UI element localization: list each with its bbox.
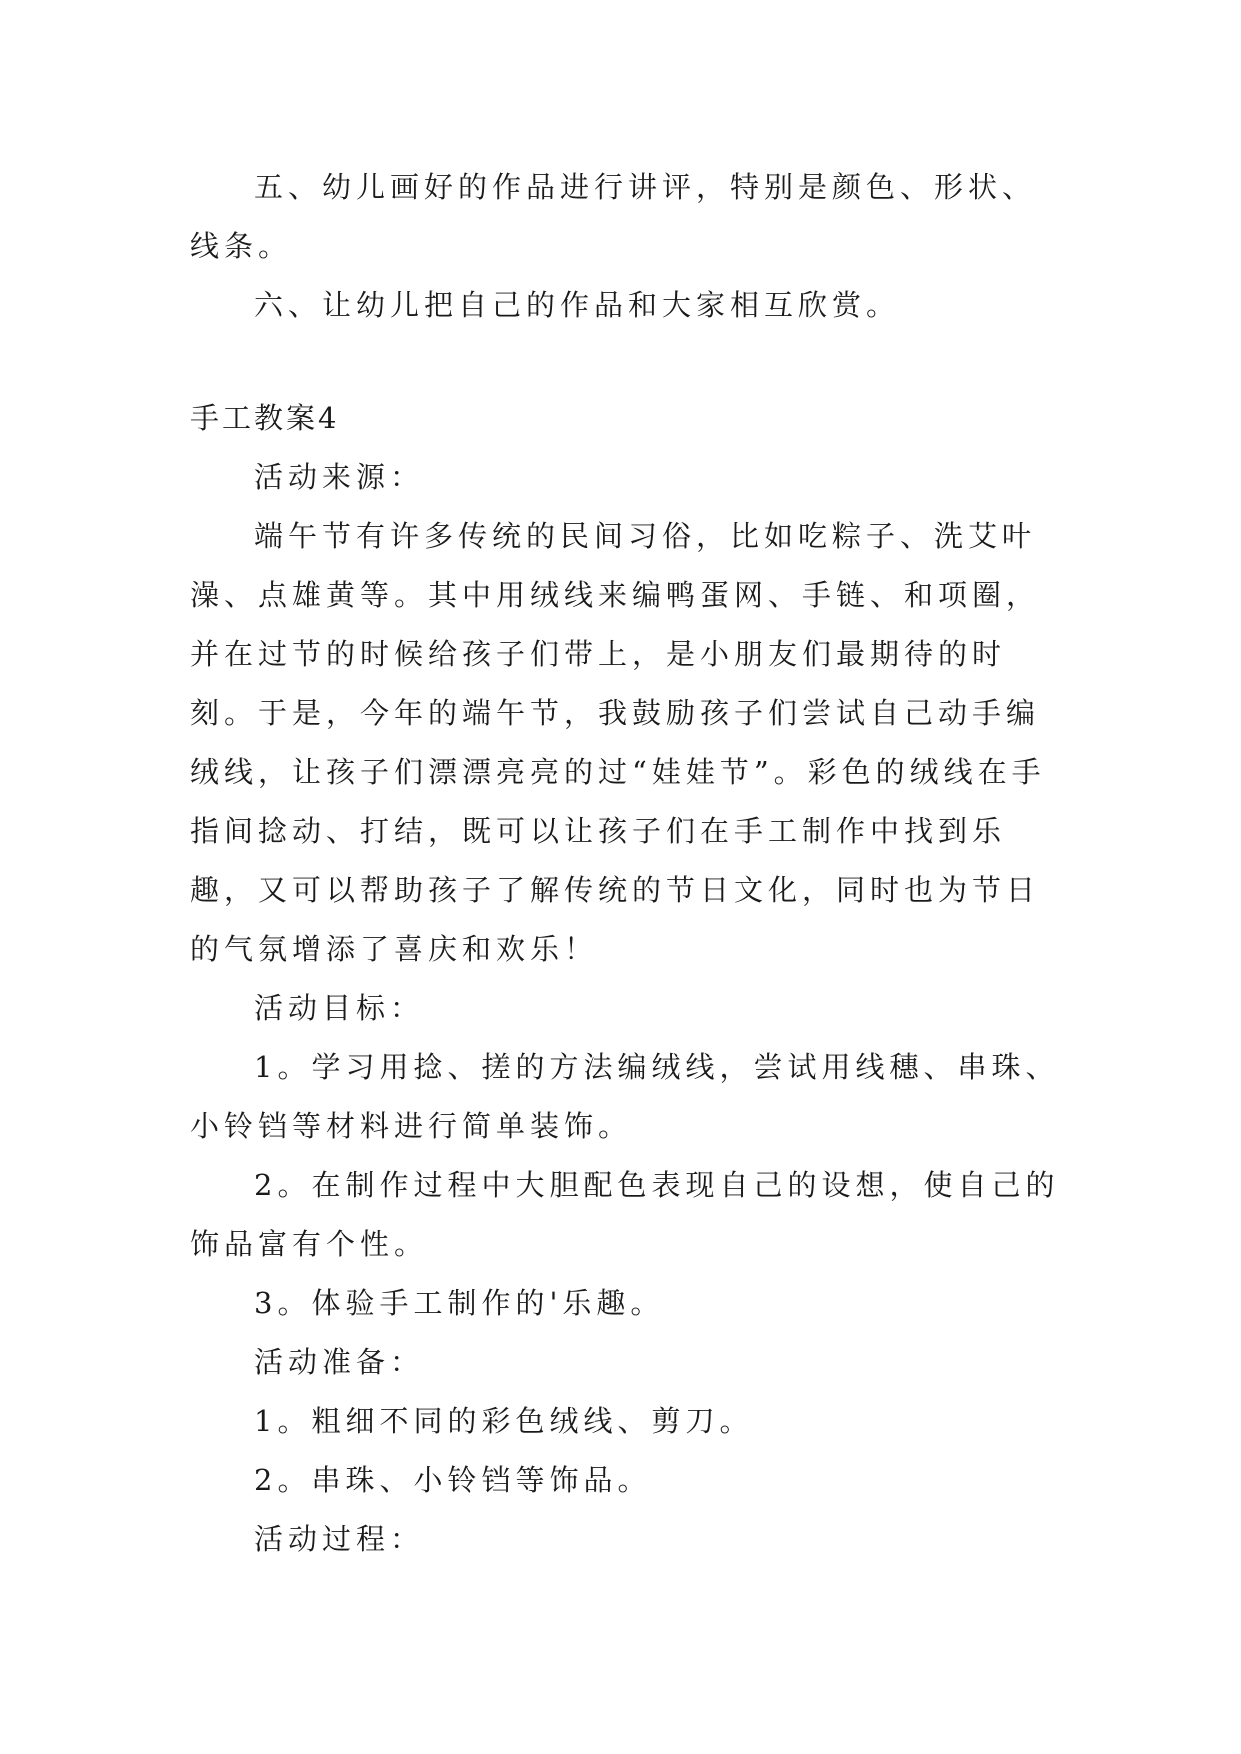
- activity-goals-label: 活动目标：: [254, 991, 425, 1025]
- paragraph-review: 五、幼儿画好的作品进行讲评，特别是颜色、形状、线条。: [190, 170, 1037, 263]
- prep-item-1: 1。粗细不同的彩色绒线、剪刀。: [254, 1404, 754, 1438]
- paragraph-appreciate: 六、让幼儿把自己的作品和大家相互欣赏。: [254, 288, 901, 322]
- document-body: [190, 158, 1060, 1569]
- activity-prep-label: 活动准备：: [254, 1345, 425, 1379]
- goal-item-2: 2。在制作过程中大胆配色表现自己的设想，使自己的饰品富有个性。: [190, 1168, 1060, 1261]
- section-heading: 手工教案4: [190, 401, 340, 435]
- activity-source-text: 端午节有许多传统的民间习俗，比如吃粽子、洗艾叶澡、点雄黄等。其中用绒线来编鸭蛋网、手链、和项圈，并在过节的时候给孩子们带上，是小朋友们最期待的时刻。于是，今年的端午节，我鼓励孩子们尝试自己动手编绒线，让孩子们漂漂亮亮的过“娃娃节”。彩色的绒线在手指间捻动、打结，既可以让孩子们在手工制作中找到乐趣，又可以帮助孩子了解传统的节日文化，同时也为节日的气氛增添了喜庆和欢乐！: [190, 519, 1046, 966]
- prep-item-2: 2。串珠、小铃铛等饰品。: [254, 1463, 652, 1497]
- goal-item-3: 3。体验手工制作的'乐趣。: [254, 1286, 665, 1320]
- activity-source-label: 活动来源：: [254, 460, 425, 494]
- goal-item-1: 1。学习用捻、搓的方法编绒线，尝试用线穗、串珠、小铃铛等材料进行简单装饰。: [190, 1050, 1060, 1143]
- activity-process-label: 活动过程：: [254, 1522, 425, 1556]
- section-gap: [190, 335, 1060, 389]
